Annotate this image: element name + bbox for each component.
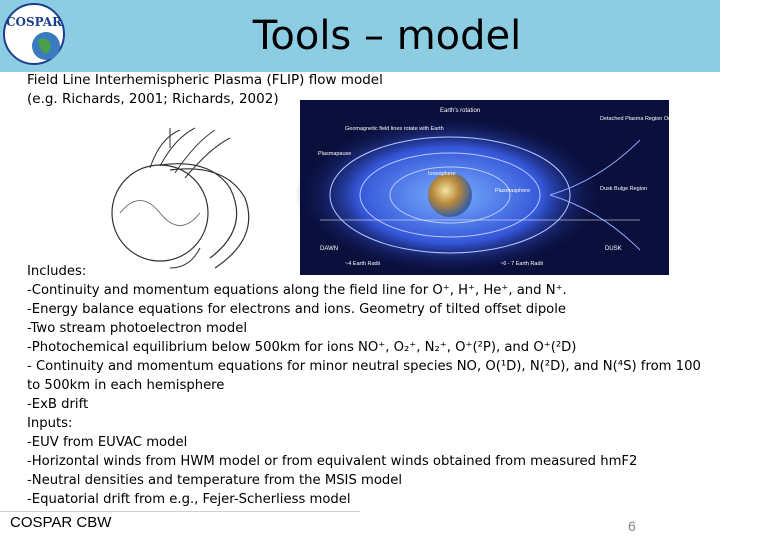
body-line-4: -Photochemical equilibrium below 500km for ions NO⁺, O₂⁺, N₂⁺, O⁺(²P), and O⁺(²D) xyxy=(27,340,577,355)
flux-tube-diagram xyxy=(100,118,280,278)
subtitle-line-1: Field Line Interhemispheric Plasma (FLIP) flow model xyxy=(27,72,383,88)
body-line-8: -Horizontal winds from HWM model or from equivalent winds obtained from measured hmF2 xyxy=(27,454,638,469)
subtitle-line-2: (e.g. Richards, 2001; Richards, 2002) xyxy=(27,91,279,107)
body-line-7: -EUV from EUVAC model xyxy=(27,435,188,450)
label-earth-rotation: Earth's rotation xyxy=(440,108,481,114)
includes-heading: Includes: xyxy=(27,264,87,279)
body-line-2: -Energy balance equations for electrons and ions. Geometry of tilted offset dipole xyxy=(27,302,567,317)
body-line-3: -Two stream photoelectron model xyxy=(27,321,248,336)
footer-label: COSPAR CBW xyxy=(10,514,112,531)
label-radii-4: ~4 Earth Radii xyxy=(345,261,381,267)
body-line-5: - Continuity and momentum equations for minor neutral species NO, O(¹D), N(²D), and N(⁴S) from 100 to 500km in each hemisphere xyxy=(27,359,701,393)
page-number: 6 xyxy=(628,518,636,534)
label-plasmapause: Plasmapause xyxy=(318,151,352,157)
plasmasphere-diagram xyxy=(300,100,700,275)
body-line-6: -ExB drift xyxy=(27,397,89,412)
page-title: Tools – model xyxy=(252,13,522,59)
body-text xyxy=(27,262,707,509)
logo-text: COSPAR xyxy=(5,15,63,29)
label-dawn: DAWN xyxy=(320,246,339,252)
inputs-heading: Inputs: xyxy=(27,416,73,431)
label-field-lines: Geomagnetic field lines rotate with Earth xyxy=(345,126,444,132)
label-dusk-bulge: Dusk Bulge Region xyxy=(600,186,648,192)
footer-divider xyxy=(0,511,360,512)
body-line-9: -Neutral densities and temperature from the MSIS model xyxy=(27,473,403,488)
label-radii-67: ~6 - 7 Earth Radii xyxy=(500,261,543,267)
label-ionosphere: Ionosphere xyxy=(428,171,456,177)
body-line-10: -Equatorial drift from e.g., Fejer-Scherliess model xyxy=(27,492,351,507)
label-detached: Detached Plasma Region Or Plasma Tail xyxy=(600,116,700,122)
body-line-1: -Continuity and momentum equations along the field line for O⁺, H⁺, He⁺, and N⁺. xyxy=(27,283,567,298)
label-plasmasphere: Plasmasphere xyxy=(495,188,531,194)
label-dusk: DUSK xyxy=(605,246,622,252)
